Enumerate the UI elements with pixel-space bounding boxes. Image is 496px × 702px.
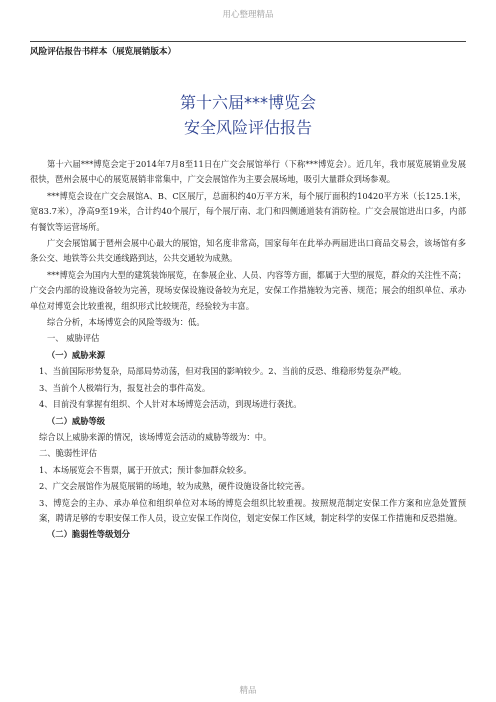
paragraph-threat-level: 综合以上威胁来源的情况，该场博览会活动的威胁等级为：中。 [39, 431, 272, 442]
section-threat-heading: 一、 威胁评估 [47, 333, 100, 344]
paragraph-venue: ***博览会设在广交会展馆A、B、C区展厅，总面积约40万平方米，每个展厅面积约10420平方米（长125.1米，宽83.7米），净高9至19米，合计约40个展厅，每个展厅南、北门和四侧通道装有消防栓。广交会展馆进出口多，内部有餐饮等运营场所。 [30, 190, 466, 232]
header-rule [30, 41, 466, 42]
report-body [30, 157, 466, 544]
paragraph-intro: 第十六届***博览会定于2014年7月8至11日在广交会展馆举行（下称***博览会）。近几年，我市展览展销业发展很快，琶州会展中心的展览展销非常集中，广交会展馆作为主要会展场地，吸引大量群众到场参观。 [30, 159, 466, 185]
title-line-1: 第十六届***博览会 [179, 93, 316, 112]
document-label: 风险评估报告书样本（展览展销版本） [30, 47, 177, 57]
paragraph-venue-fame: 广交会展馆属于琶州会展中心最大的展馆，知名度非常高，国家每年在此举办两届进出口商品交易会，该场馆有多条公交、地铁等公共交通线路到达，公共交通较为成熟。 [30, 238, 466, 264]
paragraph-summary: 综合分析，本场博览会的风险等级为：低。 [47, 317, 205, 328]
list-item-v3: 3、博览会的主办、承办单位和组织单位对本场的博览会组织比较重视。按照规范制定安保工作方案和应急处置预案，聘请足够的专职安保工作人员，设立安保工作岗位，划定安保工作区域，制定科学的安保工作措施和反恐措施。 [39, 497, 466, 523]
page-header: 用心整理精品 [222, 10, 274, 20]
list-item-3: 3、当前个人极端行为，报复社会的事件高发。 [39, 382, 211, 393]
title-line-2: 安全风险评估报告 [183, 118, 312, 137]
subsection-threat-source: （一）威胁来源 [47, 349, 106, 360]
subsection-threat-level: （二）威胁等级 [47, 415, 106, 426]
list-item-v1: 1、本场展览会不售票，属于开放式；预计参加群众较多。 [39, 464, 252, 475]
list-item-4: 4、目前没有掌握有组织、个人针对本场博览会活动，到现场进行袭扰。 [39, 399, 302, 410]
list-item-v2: 2、广交会展馆作为展览展销的场地，较为成熟，硬件设施设备比较完善。 [39, 481, 310, 492]
section-vulnerability-heading: 二、脆弱性评估 [39, 448, 98, 459]
subsection-vulnerability-level: （二）脆弱性等级划分 [47, 529, 130, 540]
paragraph-exhibition: ***博览会为国内大型的建筑装饰展览，在参展企业、人员、内容等方面，都属于大型的展览，群众的关注性不高；广交会内部的设施设备较为完善，现场安保设施设备较为充足，安保工作措施较为完善、规范；展会的组织单位、承办单位对博览会比较重视，组织形式比较规范，经验较为丰富。 [30, 269, 466, 311]
list-item-1-2: 1、当前国际形势复杂，局部局势动荡，但对我国的影响较少。2、当前的反恐、维稳形势复杂严峻。 [39, 366, 407, 377]
page-footer: 精品 [239, 686, 257, 696]
